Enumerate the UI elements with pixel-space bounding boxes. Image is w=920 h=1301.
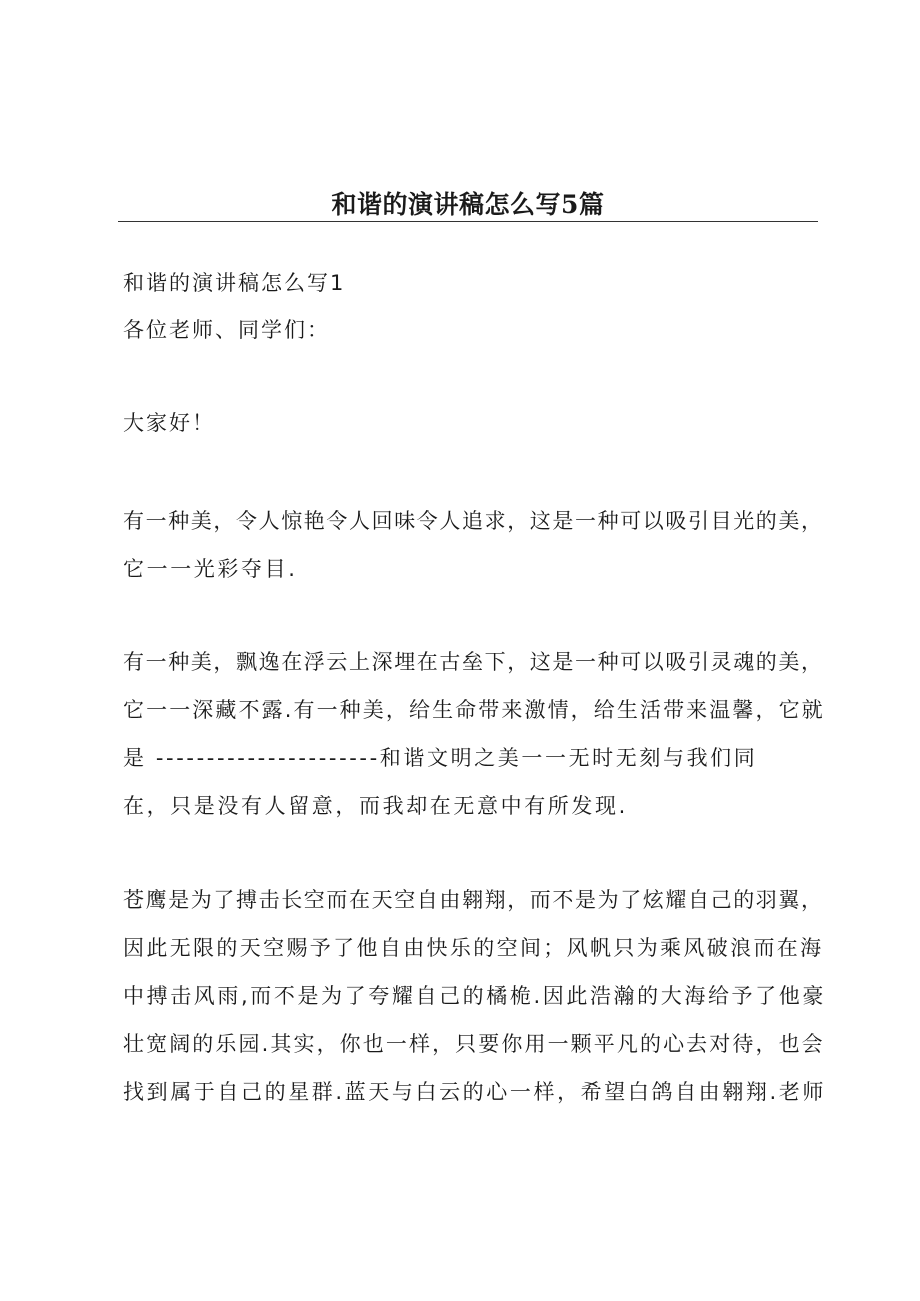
greeting: 大家好！ [123,411,215,435]
paragraph-line: 有一种美，飘逸在浮云上深埋在古垒下，这是一种可以吸引灵魂的美， [123,650,824,674]
section-heading: 和谐的演讲稿怎么写1 [123,271,346,295]
paragraph-line: 有一种美，令人惊艳令人回味令人追求，这是一种可以吸引目光的美， [123,509,824,533]
salutation: 各位老师、同学们： [123,318,330,342]
paragraph-line: 它一一深藏不露.有一种美，给生命带来激情，给生活带来温馨，它就 [123,698,825,722]
title-underline [118,221,818,222]
paragraph-line: 中搏击风雨,而不是为了夸耀自己的橘桅.因此浩瀚的大海给予了他豪 [123,984,826,1008]
paragraph-line: 苍鹰是为了搏击长空而在天空自由翱翔，而不是为了炫耀自己的羽翼， [123,888,824,912]
paragraph-line: 因此无限的天空赐予了他自由快乐的空间；风帆只为乘风破浪而在海 [123,936,824,960]
paragraph-line: 找到属于自己的星群.蓝天与白云的心一样，希望白鸽自由翱翔.老师 [123,1080,826,1104]
paragraph-line: 是 ----------------------和谐文明之美一一无时无刻与我们同 [123,746,758,770]
document-title: 和谐的演讲稿怎么写5篇 [331,190,605,219]
paragraph-line: 壮宽阔的乐园.其实，你也一样，只要你用一颗平凡的心去对待，也会 [123,1032,825,1056]
paragraph-line: 它一一光彩夺目. [123,557,298,581]
paragraph-line: 在，只是没有人留意，而我却在无意中有所发现. [123,794,628,818]
